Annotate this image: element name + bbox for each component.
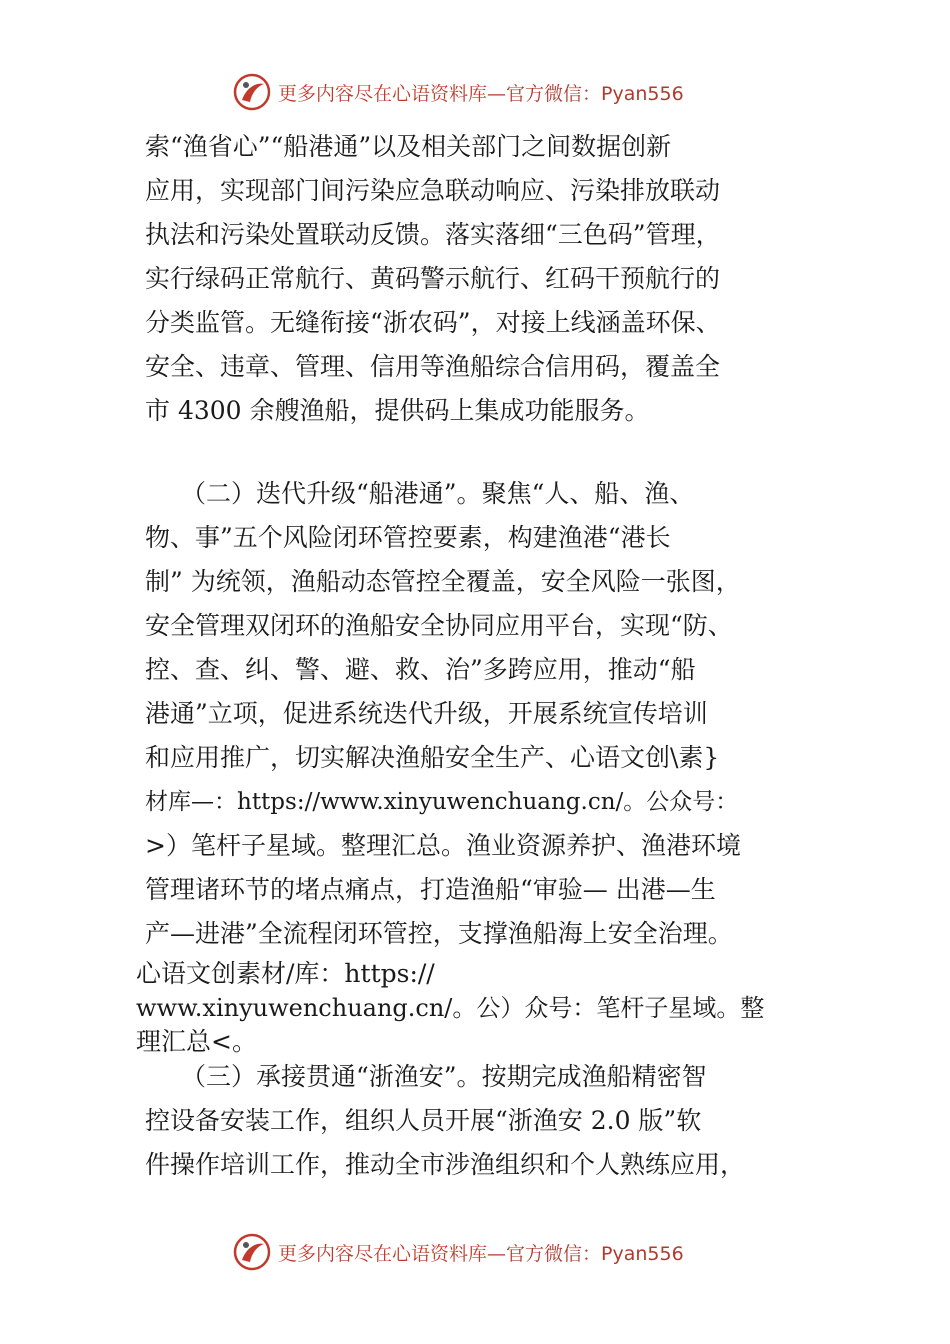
text-line: 件操作培训工作，推动全市涉渔组织和个人熟练应用，	[145, 1150, 746, 1179]
paragraph-2	[145, 472, 741, 956]
text-line: 制” 为统领，渔船动态管控全覆盖，安全风险一张图，	[145, 567, 741, 596]
text-line: （三）承接贯通“浙渔安”。按期完成渔船精密智	[181, 1062, 707, 1091]
text-line: 分类监管。无缝衔接“浙农码”，对接上线涵盖环保、	[145, 308, 721, 337]
text-line: 安全管理双闭环的渔船安全协同应用平台，实现“防、	[145, 611, 733, 640]
text-line: 心语文创素材/库：https://	[136, 959, 435, 988]
paragraph-4	[145, 1055, 745, 1187]
text-line: 市 4300 余艘渔船，提供码上集成功能服务。	[145, 396, 650, 425]
text-line: 控、查、纠、警、避、救、治”多跨应用，推动“船	[145, 655, 696, 684]
text-line: 应用，实现部门间污染应急联动响应、污染排放联动	[145, 176, 721, 205]
text-line: www.xinyuwenchuang.cn/。公）众号：笔杆子星域。整	[136, 994, 765, 1022]
text-line: 实行绿码正常航行、黄码警示航行、红码干预航行的	[145, 264, 721, 293]
text-line: 和应用推广，切实解决渔船安全生产、心语文创\素}	[145, 743, 720, 772]
footer-banner-text: 更多内容尽在心语资料库—官方微信：Pyan556	[278, 1242, 684, 1265]
text-line: 执法和污染处置联动反馈。落实落细“三色码”管理，	[145, 220, 721, 249]
text-line: 材库—：https://www.xinyuwenchuang.cn/。公众号：	[145, 789, 739, 815]
text-line: 物、事”五个风险闭环管控要素，构建渔港“港长	[145, 523, 671, 552]
text-line: 产—进港”全流程闭环管控，支撑渔船海上安全治理。	[145, 919, 733, 948]
text-line: 索“渔省心”“船港通”以及相关部门之间数据创新	[145, 132, 672, 161]
text-line: 港通”立项，促进系统迭代升级，开展系统宣传培训	[145, 699, 708, 728]
footer-banner	[232, 1230, 752, 1274]
paragraph-3	[136, 957, 764, 1059]
library-logo-icon	[232, 72, 272, 112]
text-line: 安全、违章、管理、信用等渔船综合信用码，覆盖全	[145, 352, 721, 381]
paragraph-1	[145, 125, 721, 433]
text-line: （二）迭代升级“船港通”。聚焦“人、船、渔、	[181, 479, 695, 508]
text-line: 理汇总<。	[136, 1027, 257, 1056]
header-banner	[232, 70, 752, 114]
library-logo-icon	[232, 1232, 272, 1272]
header-banner-text: 更多内容尽在心语资料库—官方微信：Pyan556	[278, 82, 684, 105]
text-line: 控设备安装工作，组织人员开展“浙渔安 2.0 版”软	[145, 1106, 702, 1135]
text-line: 管理诸环节的堵点痛点，打造渔船“审验— 出港—生	[145, 875, 716, 904]
text-line: >）笔杆子星域。整理汇总。渔业资源养护、渔港环境	[145, 831, 741, 860]
